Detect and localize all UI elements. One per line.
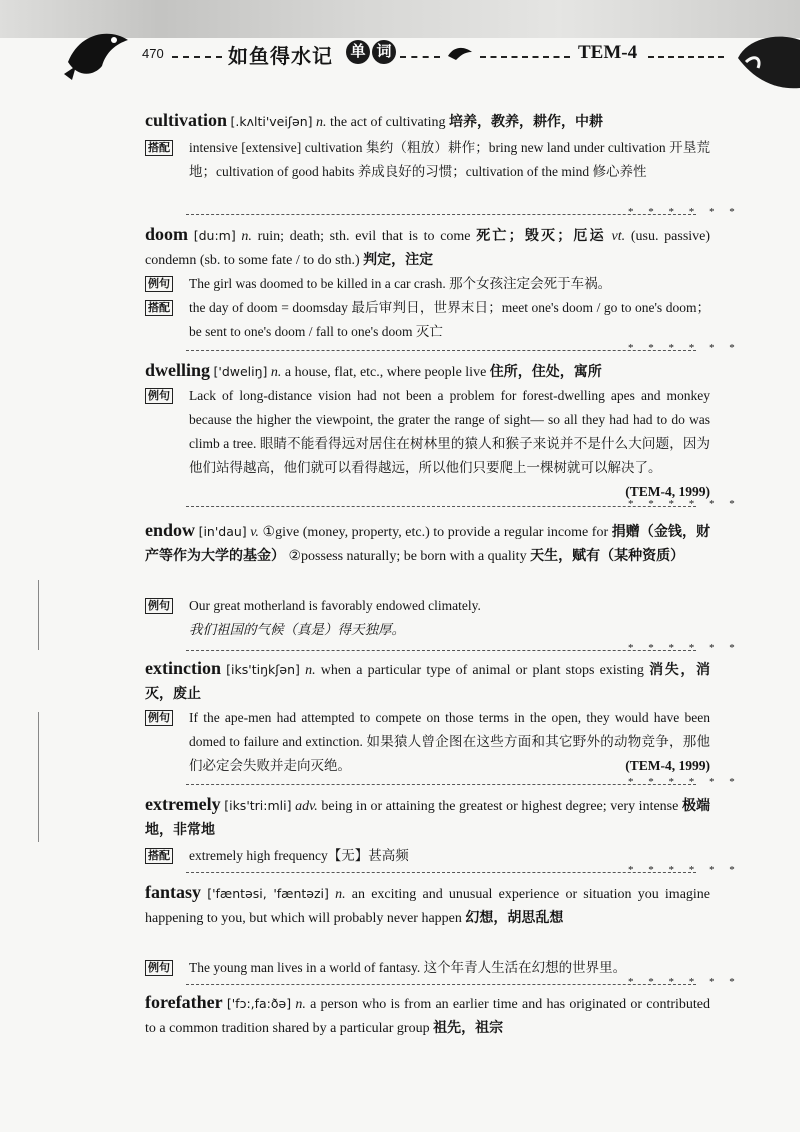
headword: doom (145, 224, 189, 244)
definition-en: a person who is from an earlier time and has originated or contributed to a common tradition shared by a particular group (145, 997, 710, 1036)
source-reference: (TEM-4, 1999) (625, 758, 710, 773)
definition-cn: 死亡；毁灭；厄运 (476, 229, 606, 244)
part-of-speech: n. (316, 115, 327, 130)
seal-character: 单 (346, 40, 370, 64)
header-dash-mid (400, 56, 440, 58)
collocation-tag: 搭配 (145, 848, 173, 864)
source-reference: (TEM-4, 1999) (625, 484, 710, 499)
entry-endow (145, 518, 710, 569)
example-translation: 我们祖国的气候（真是）得天独厚。 (189, 622, 405, 637)
definition-cn: 消失，消灭，废止 (145, 663, 711, 702)
page-header (0, 0, 800, 95)
headword: fantasy (145, 882, 202, 902)
brush-stroke-icon (728, 28, 800, 92)
phonetic: [.kʌlti'veiʃən] (230, 114, 313, 129)
entry-cultivation (145, 108, 710, 135)
example-tag: 例句 (145, 598, 173, 614)
definition-en: a house, flat, etc., where people live (284, 365, 487, 380)
seal-character: 词 (372, 40, 396, 64)
divider (186, 214, 696, 215)
entry-extinction (145, 656, 710, 707)
bird-icon (446, 44, 474, 62)
header-dash-end (648, 56, 724, 58)
headword: extinction (145, 658, 221, 678)
part-of-speech: adv. (295, 799, 318, 814)
divider (186, 650, 696, 651)
entry-extremely (145, 792, 710, 843)
part-of-speech: vt. (611, 229, 626, 244)
divider (186, 784, 696, 785)
phonetic: ['fæntəsi, 'fæntəzi] (207, 886, 329, 901)
example-sentence: Lack of long-distance vision had not been a problem for forest-dwelling apes and monkey because the higher the viewpoint, the grater the range of sight— so all they had had to do was climb a tree. 眼睛不能看得远对居住在树林里的猿人和猴子来说并不是什么大问题，因为他们站得越高，他们就可以看得越远，所以他们只要爬上一棵树就可以解决了。 (189, 388, 710, 475)
entry-doom (145, 222, 710, 273)
entry-forefather (145, 990, 710, 1041)
example-block (145, 272, 710, 296)
collocation-text: extremely high frequency【无】甚高频 (189, 848, 409, 863)
part-of-speech: v. (250, 525, 259, 540)
collocation-block (145, 296, 710, 344)
fish-logo-icon (62, 22, 134, 82)
definition-cn: 天生，赋有（某种资质） (530, 549, 685, 564)
definition-cn: 捐赠（金钱，财产等作为大学的基金） (145, 525, 711, 564)
collocation-block (145, 136, 710, 184)
divider (186, 350, 696, 351)
divider (186, 984, 696, 985)
divider-stars: * * * * * * (628, 342, 741, 354)
divider-stars: * * * * * * (628, 206, 741, 218)
entry-fantasy (145, 880, 710, 931)
phonetic: ['dweliŋ] (213, 364, 268, 379)
header-dash-left (172, 56, 222, 58)
headword: cultivation (145, 110, 228, 130)
collocation-tag: 搭配 (145, 300, 173, 316)
example-text: The girl was doomed to be killed in a car crash. 那个女孩注定会死于车祸。 (189, 276, 612, 291)
definition-cn: 祖先，祖宗 (433, 1021, 504, 1036)
definition-cn: 培养，教养，耕作，中耕 (449, 115, 604, 130)
definition-en: an exciting and unusual experience or situation you imagine happening to you, but which will probably never happen (145, 887, 711, 926)
collocation-block (145, 844, 710, 868)
divider (186, 872, 696, 873)
definition-cn: 判定，注定 (363, 253, 434, 268)
collocation-text: the day of doom = doomsday 最后审判日，世界末日；meet one's doom / go to one's doom；be sent to one's doom / fall to one's doom 灭亡 (189, 300, 710, 339)
definition-en: (usu. passive) condemn (sb. to some fate / to do sth.) (145, 229, 711, 268)
part-of-speech: n. (295, 997, 306, 1012)
headword: dwelling (145, 360, 211, 380)
definition-en: ②possess naturally; be born with a quality (288, 549, 527, 564)
part-of-speech: n. (241, 229, 252, 244)
definition-cn: 极端地，非常地 (145, 799, 711, 838)
book-title: 如鱼得水记 (228, 46, 333, 68)
definition-en: the act of cultivating (330, 115, 446, 130)
margin-line (38, 712, 39, 842)
example-block (145, 706, 710, 778)
part-of-speech: n. (305, 663, 316, 678)
divider (186, 506, 696, 507)
divider-stars: * * * * * * (628, 498, 741, 510)
definition-cn: 幻想，胡思乱想 (465, 911, 564, 926)
definition-en: being in or attaining the greatest or highest degree; very intense (321, 799, 679, 814)
phonetic: [in'dau] (198, 524, 247, 539)
definition-en: when a particular type of animal or plant stops existing (320, 663, 644, 678)
collocation-text: intensive [extensive] cultivation 集约（粗放）耕作；bring new land under cultivation 开垦荒地；cultivation of good habits 养成良好的习惯；cultivation of the mind 修心养性 (189, 140, 710, 179)
divider-stars: * * * * * * (628, 864, 741, 876)
divider-stars: * * * * * * (628, 976, 741, 988)
example-block (145, 384, 710, 504)
example-text: The young man lives in a world of fantasy. 这个年青人生活在幻想的世界里。 (189, 960, 627, 975)
example-tag: 例句 (145, 388, 173, 404)
example-tag: 例句 (145, 960, 173, 976)
headword: forefather (145, 992, 223, 1012)
phonetic: [iks'tiŋkʃən] (226, 662, 300, 677)
example-text (189, 706, 710, 778)
collocation-tag: 搭配 (145, 140, 173, 156)
example-block (145, 594, 710, 642)
definition-en: ruin; death; sth. evil that is to come (257, 229, 471, 244)
example-tag: 例句 (145, 276, 173, 292)
entry-dwelling (145, 358, 710, 385)
example-block (145, 956, 710, 980)
example-tag: 例句 (145, 710, 173, 726)
margin-line (38, 580, 39, 650)
page-number: 470 (142, 46, 164, 61)
divider-stars: * * * * * * (628, 776, 741, 788)
headword: extremely (145, 794, 221, 814)
definition-cn: 住所，住处，寓所 (489, 365, 602, 380)
example-sentence: If the ape-men had attempted to compete on those terms in the open, they would have been domed to failure and extinction. 如果猿人曾企图在这些方面和其它野外的动物竞争，那他们必定会失败并走向灭绝。 (189, 710, 710, 773)
definition-en: ①give (money, property, etc.) to provide a regular income for (262, 525, 609, 540)
divider-stars: * * * * * * (628, 642, 741, 654)
header-dash-right (480, 56, 570, 58)
headword: endow (145, 520, 196, 540)
phonetic: [iks'tri:mli] (224, 798, 292, 813)
series-label: TEM-4 (578, 42, 638, 63)
part-of-speech: n. (335, 887, 346, 902)
example-text: Our great motherland is favorably endowed climately. (189, 598, 481, 613)
example-text (189, 384, 710, 499)
part-of-speech: n. (270, 365, 282, 380)
phonetic: ['fɔ:,fa:ðə] (226, 996, 292, 1011)
phonetic: [du:m] (193, 228, 236, 243)
